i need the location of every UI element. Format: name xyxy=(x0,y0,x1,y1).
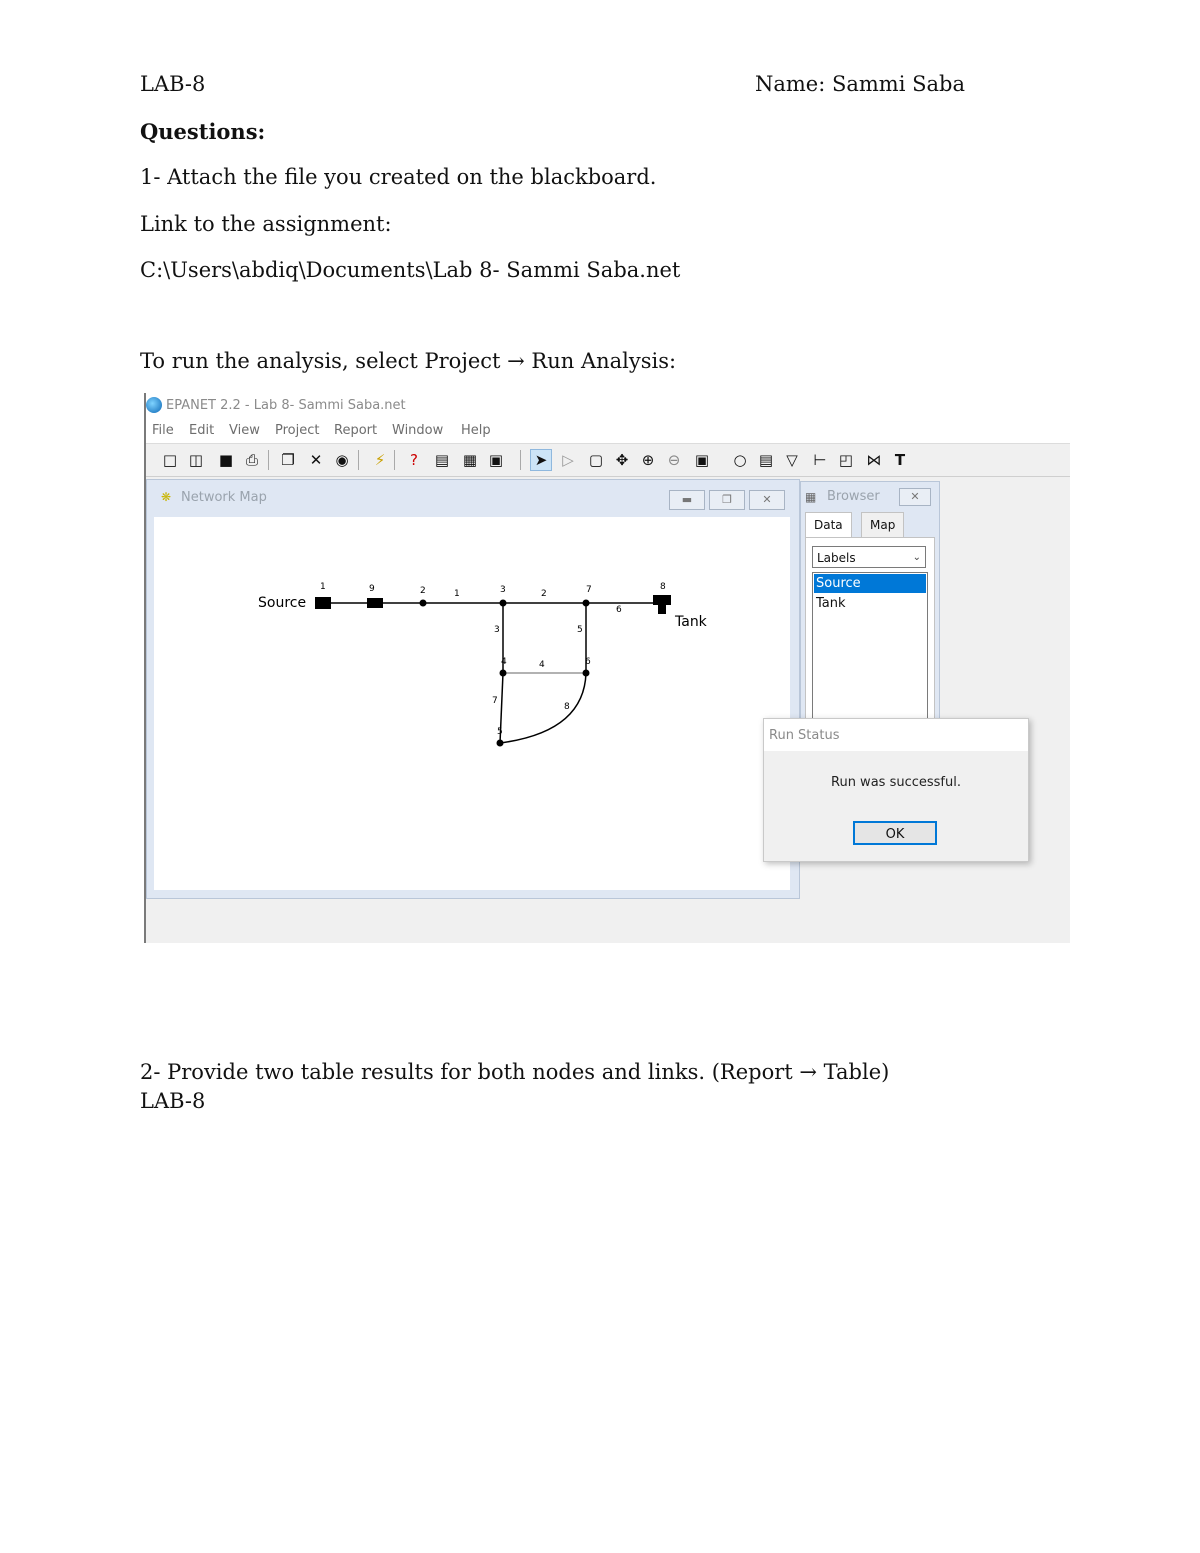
junction-2 xyxy=(420,600,427,607)
menu-window[interactable]: Window xyxy=(392,423,444,438)
node-label-8: 8 xyxy=(660,582,666,592)
copy-icon[interactable]: ❐ xyxy=(281,451,295,469)
list-item-tank[interactable]: Tank xyxy=(816,596,846,611)
menu-file[interactable]: File xyxy=(152,423,174,438)
zoom-out-icon[interactable]: ⊖ xyxy=(667,451,681,469)
minimize-button[interactable]: ▬ xyxy=(669,490,705,510)
window-left-edge xyxy=(144,393,146,943)
questions-heading: Questions: xyxy=(140,119,266,144)
link-label-4: 4 xyxy=(539,660,545,670)
save-icon[interactable]: ■ xyxy=(218,451,234,469)
network-map-icon: ❋ xyxy=(161,490,172,504)
link-label-3: 3 xyxy=(494,625,500,635)
run-instruction: To run the analysis, select Project → Run Analysis: xyxy=(140,349,677,373)
add-tank-icon[interactable]: ▽ xyxy=(786,451,798,469)
junction-5 xyxy=(497,740,504,747)
network-map-title: Network Map xyxy=(181,490,267,505)
junction-6 xyxy=(583,670,590,677)
node-label-2: 2 xyxy=(420,586,426,596)
toolbar xyxy=(144,444,1070,477)
run-analysis-icon[interactable]: ⚡ xyxy=(374,451,386,469)
link-label-8: 8 xyxy=(564,702,570,712)
question-2: 2- Provide two table results for both nodes and links. (Report → Table) xyxy=(140,1060,890,1084)
app-title: EPANET 2.2 - Lab 8- Sammi Saba.net xyxy=(166,398,406,413)
link-label-1: 1 xyxy=(454,589,460,599)
menu-view[interactable]: View xyxy=(229,423,260,438)
find-binoculars-icon[interactable]: ◉ xyxy=(335,451,349,469)
graph-icon[interactable]: ▤ xyxy=(434,451,450,469)
link-label-6: 6 xyxy=(616,605,622,615)
ok-button[interactable]: OK xyxy=(853,821,937,845)
add-label-icon[interactable]: T xyxy=(894,451,906,469)
menu-project[interactable]: Project xyxy=(275,423,320,438)
link-label: Link to the assignment: xyxy=(140,212,392,236)
add-pipe-icon[interactable]: ⊢ xyxy=(813,451,827,469)
restore-button[interactable]: ❐ xyxy=(709,490,745,510)
link-label-2: 2 xyxy=(541,589,547,599)
select-region-icon[interactable]: ▢ xyxy=(588,451,604,469)
network-diagram xyxy=(154,517,790,890)
list-item-source[interactable]: Source xyxy=(814,574,926,593)
link-label-7: 7 xyxy=(492,696,498,706)
footer-lab: LAB-8 xyxy=(140,1089,206,1113)
select-object-icon[interactable]: ➤ xyxy=(530,449,552,471)
run-status-dialog xyxy=(763,718,1029,862)
epanet-logo-icon xyxy=(146,397,162,413)
chevron-down-icon: ⌄ xyxy=(912,552,921,563)
browser-title: Browser xyxy=(827,489,880,504)
pipe-8-curve xyxy=(500,673,586,743)
delete-icon[interactable]: ✕ xyxy=(309,451,323,469)
epanet-screenshot xyxy=(144,393,1070,943)
query-icon[interactable]: ? xyxy=(410,451,418,469)
pan-icon[interactable]: ✥ xyxy=(615,451,629,469)
open-folder-icon[interactable]: ◫ xyxy=(188,451,204,469)
dropdown-value: Labels xyxy=(817,551,856,565)
add-reservoir-icon[interactable]: ▤ xyxy=(758,451,774,469)
pump-9-node xyxy=(367,598,383,608)
zoom-in-icon[interactable]: ⊕ xyxy=(641,451,655,469)
browser-close-button[interactable]: ✕ xyxy=(899,488,931,506)
table-icon[interactable]: ▦ xyxy=(462,451,478,469)
new-file-icon[interactable]: □ xyxy=(162,451,178,469)
print-icon[interactable]: ⎙ xyxy=(245,451,258,469)
source-reservoir xyxy=(315,597,331,609)
app-title-bar xyxy=(144,393,1070,421)
tab-map[interactable]: Map xyxy=(861,512,904,538)
menu-help[interactable]: Help xyxy=(461,423,491,438)
node-label-5: 5 xyxy=(497,727,503,737)
tank-label: Tank xyxy=(675,614,707,630)
junction-4 xyxy=(500,670,507,677)
link-label-5: 5 xyxy=(577,625,583,635)
node-label-9: 9 xyxy=(369,584,375,594)
browser-icon: ▦ xyxy=(805,490,817,504)
menu-edit[interactable]: Edit xyxy=(189,423,215,438)
node-label-7: 7 xyxy=(586,585,592,595)
add-pump-icon[interactable]: ◰ xyxy=(838,451,854,469)
source-label: Source xyxy=(258,595,307,611)
question-1: 1- Attach the file you created on the blackboard. xyxy=(140,165,657,189)
close-button[interactable]: ✕ xyxy=(749,490,785,510)
add-junction-icon[interactable]: ○ xyxy=(733,451,747,469)
node-label-4: 4 xyxy=(501,657,507,667)
object-type-dropdown[interactable] xyxy=(812,546,926,568)
tab-data[interactable]: Data xyxy=(805,512,852,538)
options-icon[interactable]: ▣ xyxy=(488,451,504,469)
dialog-message: Run was successful. xyxy=(831,775,961,790)
header-name: Name: Sammi Saba xyxy=(755,72,965,96)
select-vertex-icon[interactable]: ▷ xyxy=(562,451,574,469)
header-lab: LAB-8 xyxy=(140,72,206,96)
full-extent-icon[interactable]: ▣ xyxy=(694,451,710,469)
junction-7 xyxy=(583,600,590,607)
tank-8-node xyxy=(653,595,671,614)
dialog-title: Run Status xyxy=(769,728,840,743)
dialog-title-bar xyxy=(764,719,1028,751)
link-path: C:\Users\abdiq\Documents\Lab 8- Sammi Saba.net xyxy=(140,258,681,282)
menu-report[interactable]: Report xyxy=(334,423,378,438)
network-canvas[interactable] xyxy=(154,517,790,890)
menu-bar xyxy=(144,421,1070,444)
add-valve-icon[interactable]: ⋈ xyxy=(866,451,882,469)
browser-tabs xyxy=(805,512,935,538)
node-label-3: 3 xyxy=(500,585,506,595)
junction-3 xyxy=(500,600,507,607)
network-map-window xyxy=(146,479,800,899)
node-label-1: 1 xyxy=(320,582,326,592)
node-label-6: 6 xyxy=(585,657,591,667)
